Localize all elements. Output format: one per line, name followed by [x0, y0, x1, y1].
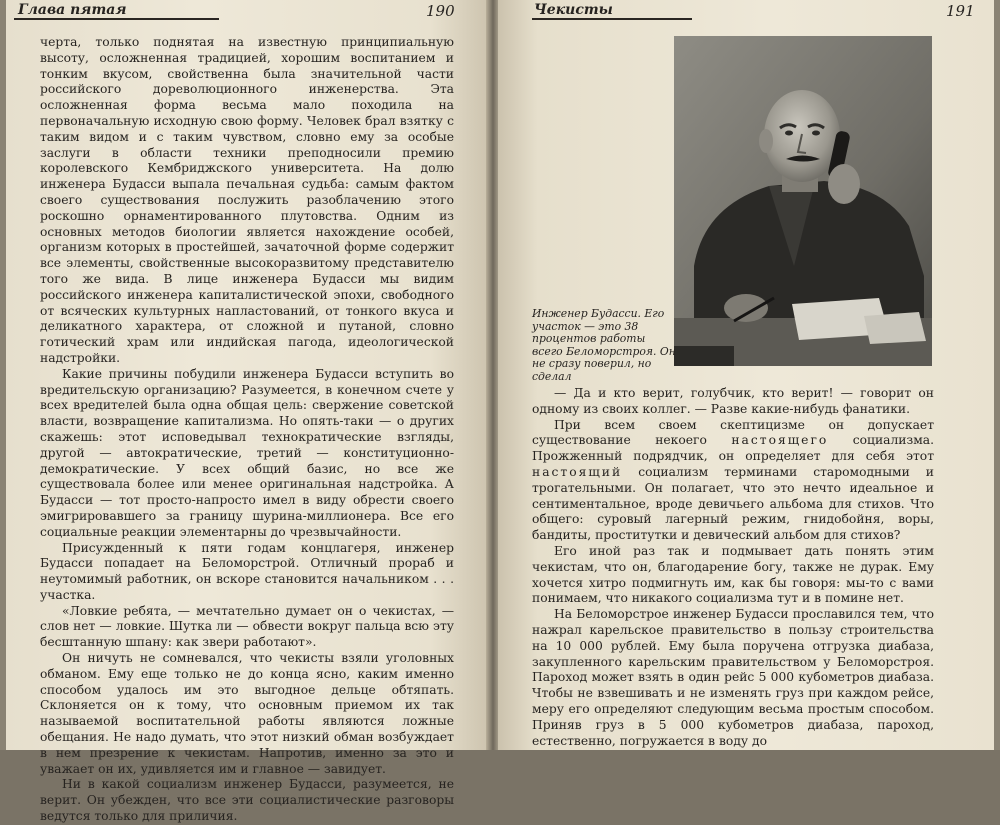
left-paragraph-1: черта, только поднятая на известную принципиальную высоту, осложненная традицией, хорошим воспитанием и тонким вкусом, свойственна была значительной части российского дореволюционного инженерства. Эта осложненная форма весьма мало походила на первоначальную исходную свою форму. Человек брал взятку с таким видом и с таким чувством, словно ему за особые заслуги в области техники преподносили премию королевского Кембриджского университета. На долю инженера Будасси выпала печальная судьба: самым фактом своего существования послужить разоблачению этого роскошно орнаментированного плутовства. Одним из основных методов биологии является нахождение особей, организм которых в простейшей, зачаточной форме содержит все элементы, свойственные высокоразвитому представителю того же вида. В лице инженера Будасси мы видим российского инженера капиталистической эпохи, свободного от всяческих культурных напластований, от тонкого вкуса и деликатного характера, от сложной и путаной, словно готический храм или индийская пагода, идеологической надстройки. [40, 35, 454, 365]
left-head-rule [14, 18, 219, 20]
right-page [498, 0, 994, 750]
portrait-illustration [674, 36, 932, 366]
right-paragraph-1: — Да и кто верит, голубчик, кто верит! — говорит он одному из своих коллег. — Разве какие-нибудь фанатики. [532, 386, 934, 416]
left-text-block [40, 35, 454, 825]
left-paragraph-5: Он ничуть не сомневался, что чекисты взяли уголовных обманом. Ему еще только не до конца ясно, каким именно способом удалось им это выгодное дельце обтяпать. Склоняется он к тому, что основным приемом их так называемой воспитательной работы являются ложные обещания. Не надо думать, что этот низкий обман возбуждает в нем презрение к чекистам. Напротив, именно за это и уважает он их, удивляется им и главное — завидует. [40, 651, 454, 776]
right-page-number: 191 [946, 2, 975, 20]
photo-caption: Инженер Будасси. Его участок — это 38 процентов работы всего Беломорстроя. Он не сразу поверил, но сделал [532, 307, 676, 383]
right-paragraph-4: На Беломорстрое инженер Будасси прославился тем, что нажрал карельское правительство в пользу строительства на 10 000 рублей. Ему была поручена отгрузка диабаза, закупленного карельским правительством у Беломорстроя. Пароход может взять в один рейс 5 000 кубометров диабаза. Чтобы не взвешивать и не изменять груз при каждом рейсе, меру его определяют следующим весьма простым способом. Приняв груз в 5 000 кубометров диабаза, пароход, естественно, погружается в воду до [532, 607, 934, 748]
right-paragraph-2-part-b: социализма. Прожженный подрядчик, он определяет для себя этот [532, 433, 934, 464]
right-paragraph-2-part-c: социализм терминами старомодными и трогательными. Он полагает, что это нечто идеальное и сентиментальное, вроде девичьего альбома для стихов. Что общего: суровый лагерный режим, гнидобойня, воры, бандиты, проститутки и девический альбом для стихов? [532, 464, 934, 543]
right-paragraph-2 [532, 418, 934, 544]
right-paragraph-3: Его иной раз так и подмывает дать понять этим чекистам, что он, благодарение богу, также не дурак. Ему хочется хитро подмигнуть им, как бы говоря: мы-то с вами понимаем, что никакого социализма тут и в помине нет. [532, 543, 934, 606]
left-paragraph-6: Ни в какой социализм инженер Будасси, разумеется, не верит. Он убежден, что все эти социалистические разговоры ведутся только для приличия. [40, 777, 454, 824]
left-paragraph-2: Какие причины побудили инженера Будасси вступить во вредительскую организацию? Разумеется, в конечном счете у всех вредителей была одна общая цель: свержение советской власти, возвращение капитализма. Но опять-таки — о других скажешь: этот исповедывал технократические взгляды, другой — автократические, третий — конституционно-демократические. У всех общий базис, но все же существовала более или менее оригинальная надстройка. А Будасси — тот просто-напросто имел в виду обрести своего эмигрировавшего за границу шурина-миллионера. Все его социальные реакции элементарны до чрезвычайности. [40, 366, 454, 539]
right-text-block [532, 386, 934, 749]
left-page-number: 190 [426, 2, 455, 20]
left-page [6, 0, 488, 824]
left-paragraph-3: Присужденный к пяти годам концлагеря, инженер Будасси попадает на Беломорстрой. Отличный прораб и неутомимый работник, он вскоре становится начальником . . . участка. [40, 540, 454, 602]
engineer-portrait-photo [674, 36, 932, 366]
left-paragraph-4: «Ловкие ребята, — мечтательно думает он о чекистах, — слов нет — ловкие. Шутка ли — обвести вокруг пальца всю эту бесштанную шпану: как звери работают». [40, 603, 454, 650]
spaced-word-nastoyashchego: настоящего [731, 433, 829, 448]
right-paragraph-2-part-a: При всем своем скептицизме он допускает существование некоего [532, 417, 934, 448]
right-head-rule [532, 18, 692, 20]
spaced-word-nastoyashchiy: настоящий [532, 464, 623, 479]
right-running-head: Чекисты [534, 2, 613, 18]
left-running-head: Глава пятая [18, 2, 127, 18]
